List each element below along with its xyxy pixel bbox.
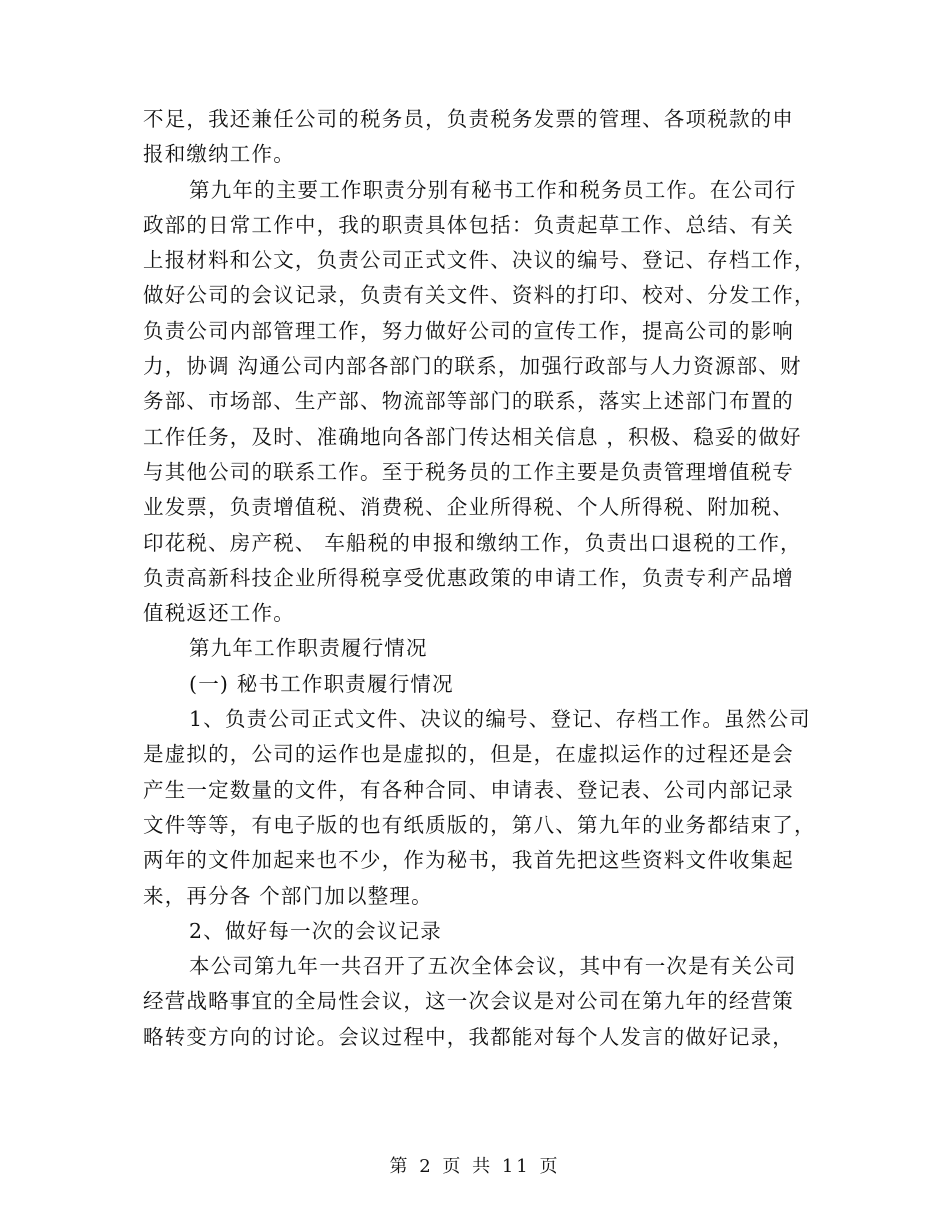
- text-line: 值税返还工作。: [143, 601, 295, 626]
- text-line: 负责高新科技企业所得税享受优惠政策的申请工作，负责专利产品增: [143, 565, 794, 590]
- text-line: 做好公司的会议记录，负责有关文件、资料的打印、校对、分发工作，: [143, 283, 816, 308]
- text-line: 第九年的主要工作职责分别有秘书工作和税务员工作。在公司行: [189, 177, 797, 202]
- text-line: 第九年工作职责履行情况: [189, 636, 428, 661]
- text-line: 来，再分各 个部门加以整理。: [143, 883, 433, 908]
- text-line: 略转变方向的讨论。会议过程中，我都能对每个人发言的做好记录，: [143, 1024, 794, 1049]
- text-line: 产生一定数量的文件，有各种合同、申请表、登记表、公司内部记录: [143, 777, 794, 802]
- text-line: 经营战略事宜的全局性会议，这一次会议是对公司在第九年的经营策: [143, 989, 794, 1014]
- text-line: 负责公司内部管理工作，努力做好公司的宣传工作，提高公司的影响: [143, 318, 794, 343]
- text-line: 本公司第九年一共召开了五次全体会议，其中有一次是有关公司: [189, 954, 797, 979]
- text-line: 是虚拟的，公司的运作也是虚拟的，但是，在虚拟运作的过程还是会: [143, 742, 794, 767]
- text-line: 印花税、房产税、 车船税的申报和缴纳工作，负责出口退税的工作，: [143, 530, 802, 555]
- page-number-footer: 第 2 页 共 11 页: [389, 1156, 561, 1177]
- text-line: 两年的文件加起来也不少，作为秘书，我首先把这些资料文件收集起: [143, 848, 794, 873]
- text-line: 务部、市场部、生产部、物流部等部门的联系，落实上述部门布置的: [143, 389, 794, 414]
- text-line: (一) 秘书工作职责履行情况: [189, 671, 454, 696]
- text-line: 力，协调 沟通公司内部各部门的联系，加强行政部与人力资源部、财: [143, 354, 802, 379]
- text-line: 文件等等，有电子版的也有纸质版的，第八、第九年的业务都结束了，: [143, 812, 816, 837]
- text-line: 1、负责公司正式文件、决议的编号、登记、存档工作。虽然公司: [189, 707, 811, 732]
- text-line: 业发票，负责增值税、消费税、企业所得税、个人所得税、附加税、: [143, 495, 794, 520]
- text-line: 与其他公司的联系工作。至于税务员的工作主要是负责管理增值税专: [143, 459, 794, 484]
- text-line: 上报材料和公文，负责公司正式文件、决议的编号、登记、存档工作，: [143, 248, 816, 273]
- text-line: 工作任务，及时、准确地向各部门传达相关信息 ，积极、稳妥的做好: [143, 424, 802, 449]
- text-line: 报和缴纳工作。: [143, 142, 295, 167]
- text-line: 政部的日常工作中，我的职责具体包括：负责起草工作、总结、有关: [143, 212, 794, 237]
- text-line: 不足，我还兼任公司的税务员，负责税务发票的管理、各项税款的申: [143, 107, 794, 131]
- document-body: [143, 102, 816, 1055]
- text-line: 2、做好每一次的会议记录: [189, 918, 442, 943]
